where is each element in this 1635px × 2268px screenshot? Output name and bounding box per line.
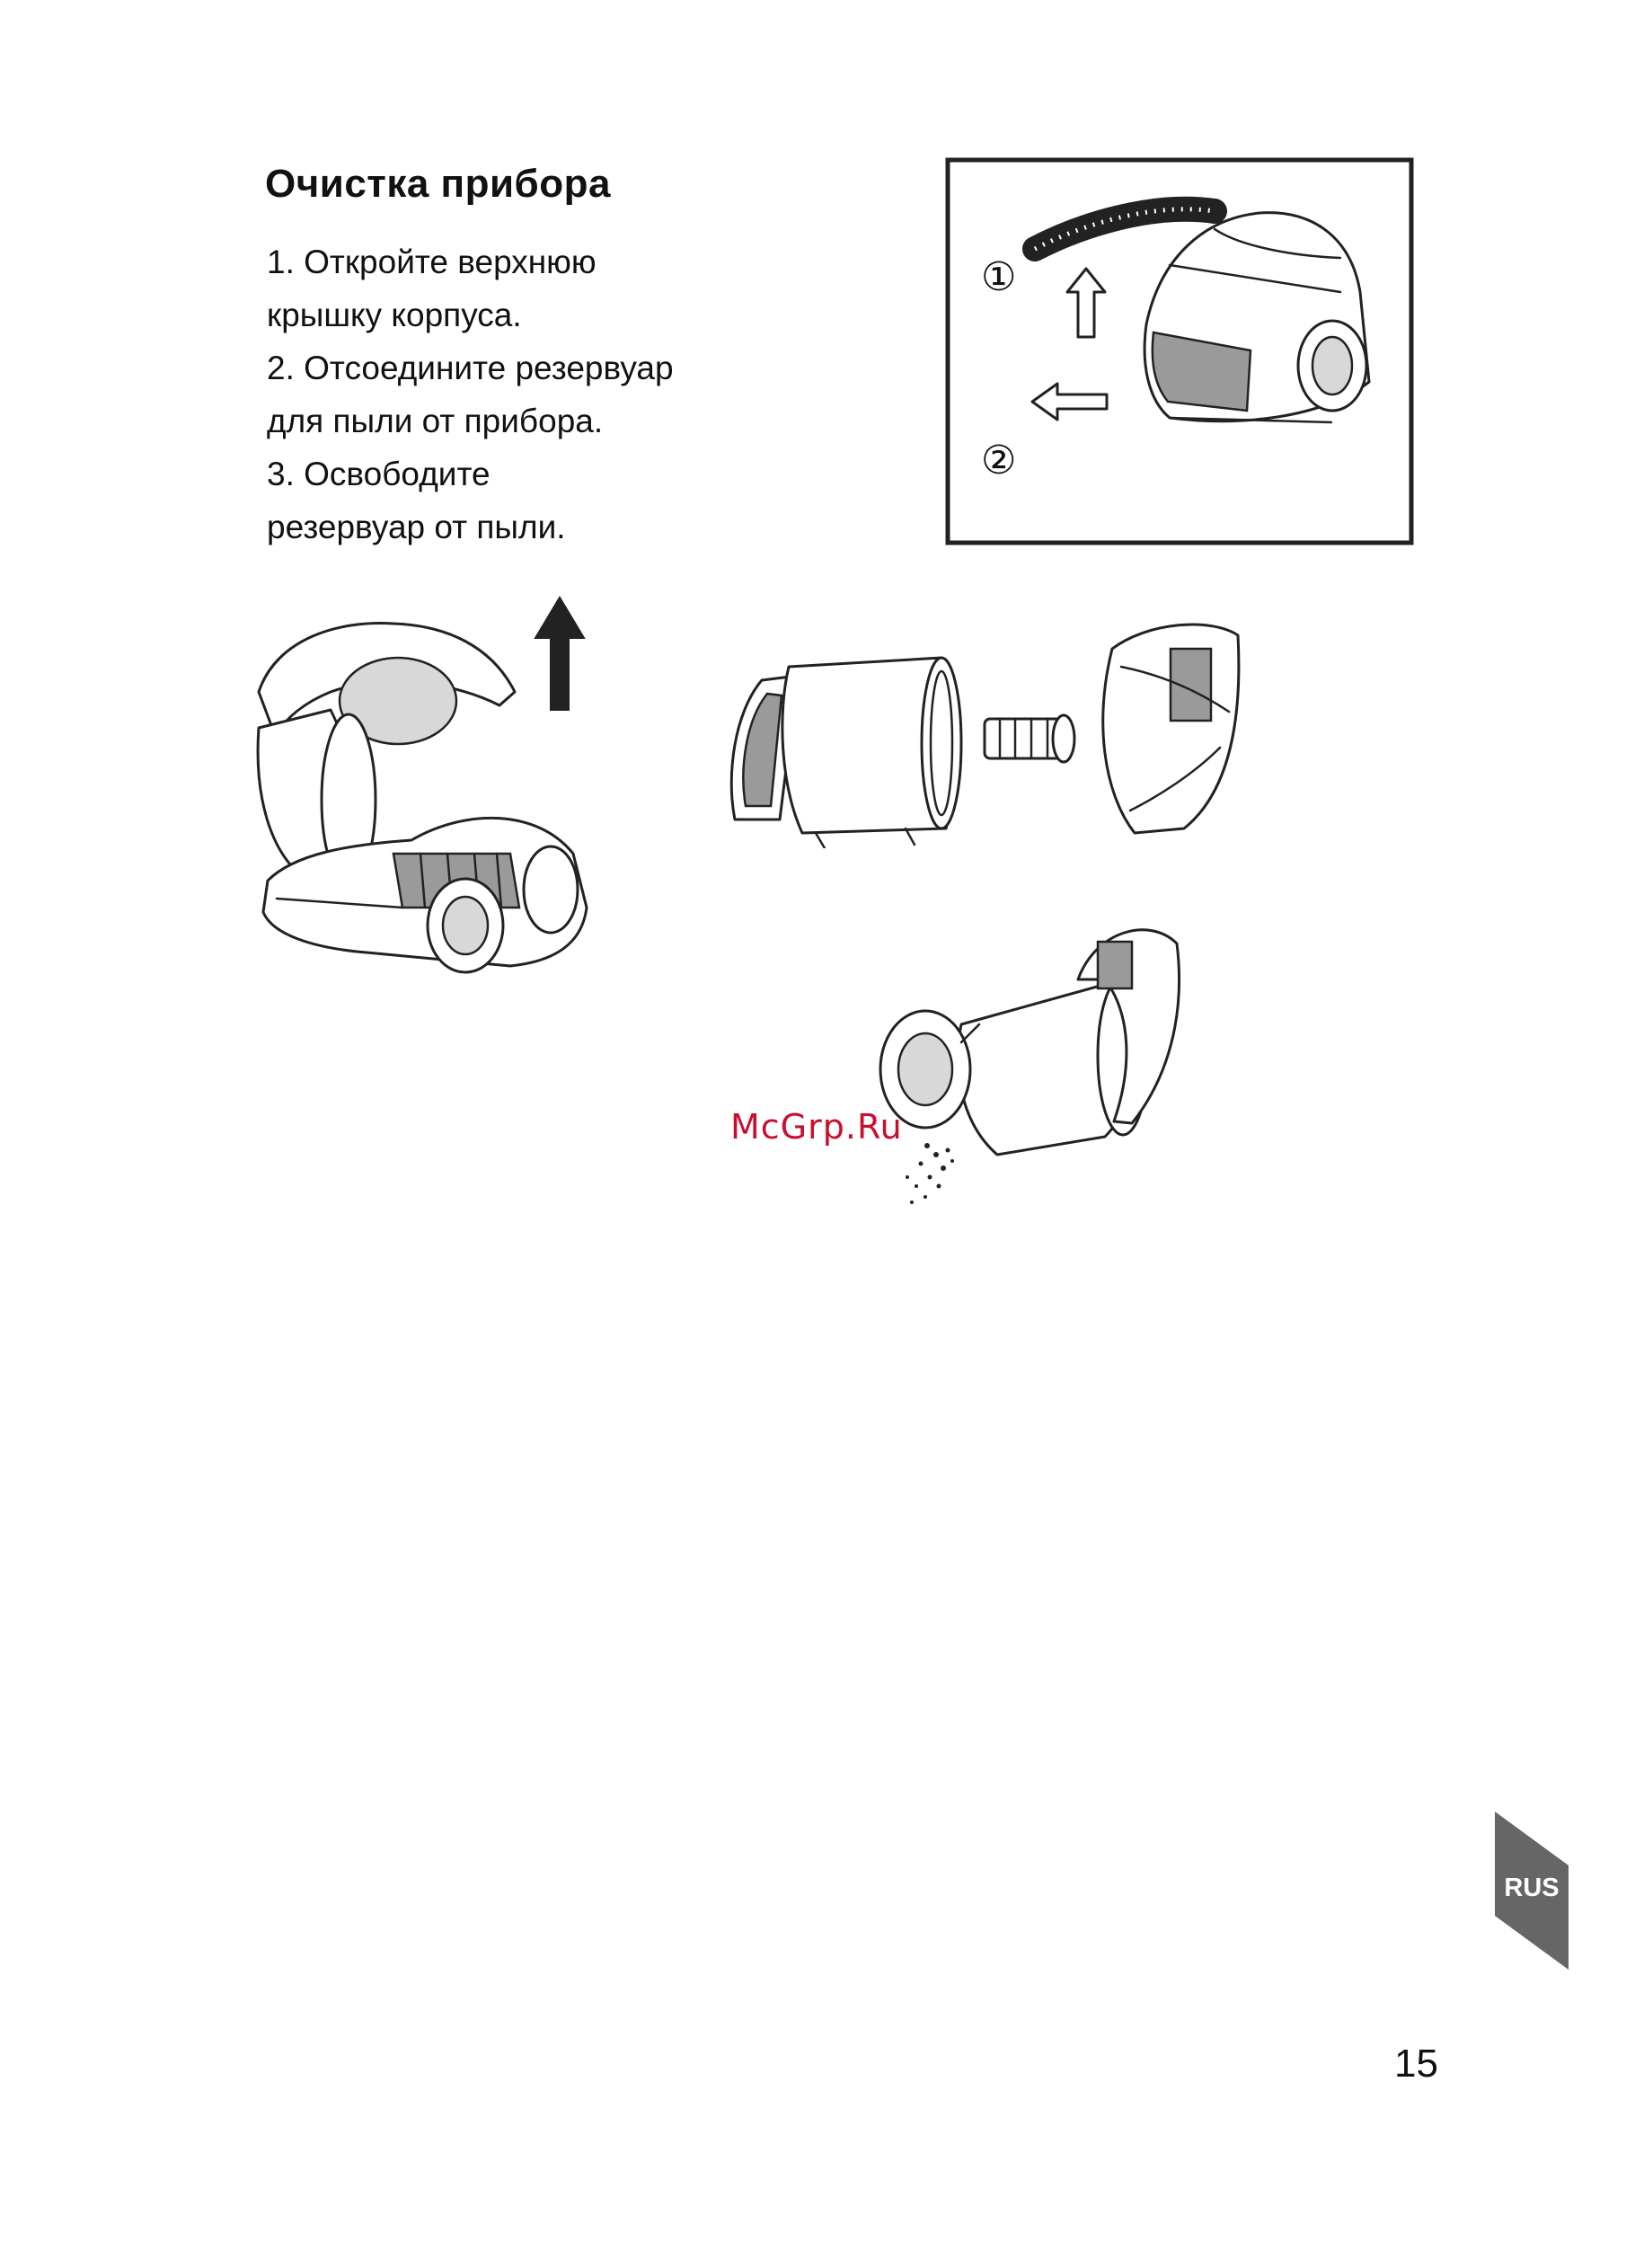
lift-arrow-icon <box>535 598 584 710</box>
page-number: 15 <box>1394 2042 1438 2086</box>
disassembly-figure <box>726 613 1256 848</box>
step-line: крышку корпуса. <box>267 297 522 333</box>
marker-1: ① <box>981 254 1017 300</box>
step-line: 2. Отсоедините резервуар <box>267 350 674 386</box>
instruction-steps <box>267 235 674 554</box>
open-cover-figure <box>241 584 618 999</box>
language-tab: RUS <box>1504 1874 1560 1902</box>
watermark: McGrp.Ru <box>730 1107 903 1147</box>
step-line: 3. Освободите <box>267 456 490 492</box>
empty-container-figure <box>862 917 1197 1213</box>
page-title: Очистка прибора <box>265 162 611 206</box>
marker-2: ② <box>981 438 1017 483</box>
step-line: 1. Откройте верхнюю <box>267 244 597 280</box>
step-line: резервуар от пыли. <box>267 509 566 545</box>
step-line: для пыли от прибора. <box>267 403 604 439</box>
hose-removal-figure <box>945 157 1414 545</box>
